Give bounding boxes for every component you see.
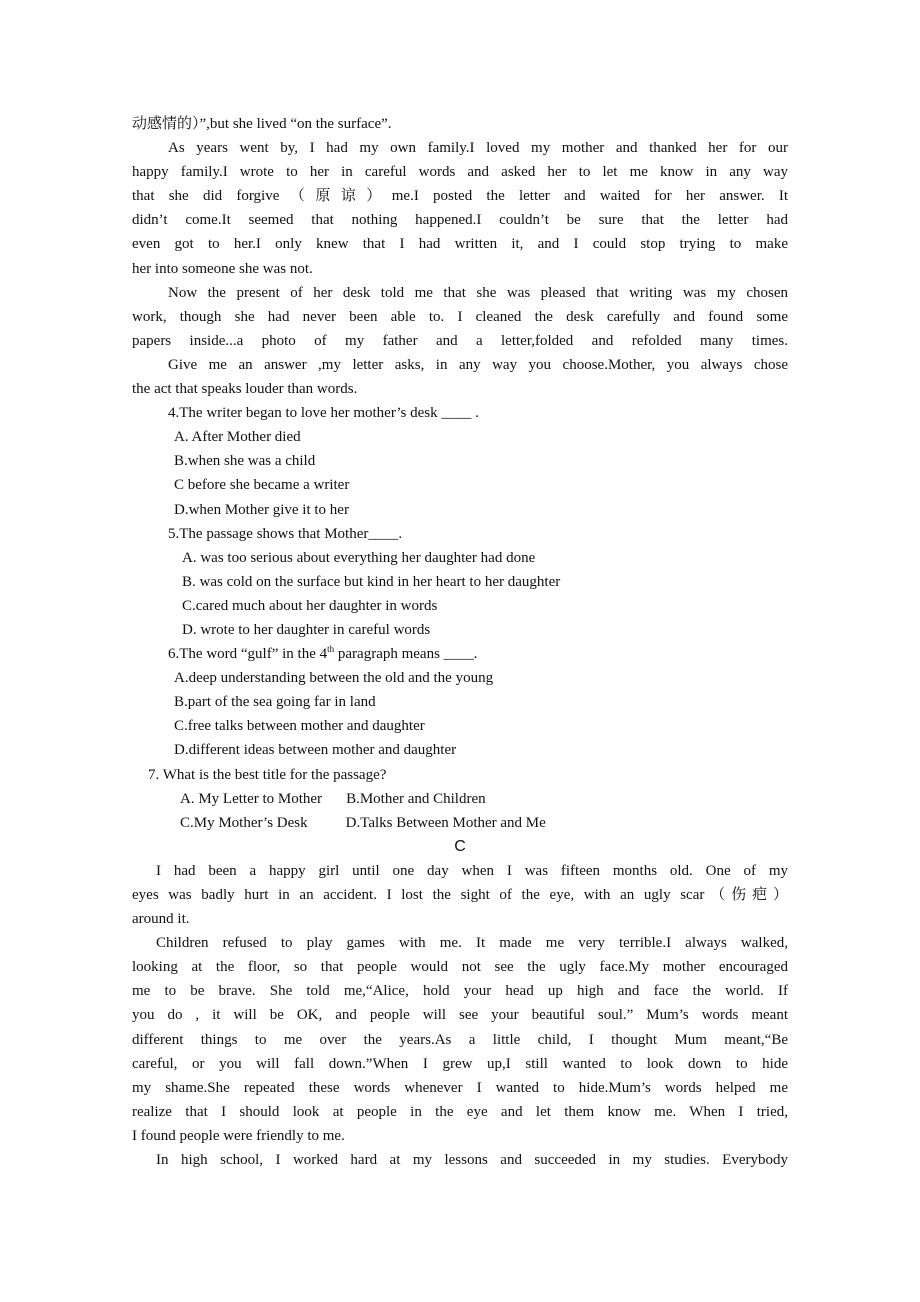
- question-6-option-d: D.different ideas between mother and daughter: [174, 742, 457, 759]
- question-6-option-b: B.part of the sea going far in land: [174, 694, 376, 711]
- paragraph-line: looking at the floor, so that people would not see the ugly face.My mother encouraged: [132, 959, 788, 976]
- question-4-stem: 4.The writer began to love her mother’s desk ____ .: [168, 405, 479, 422]
- document-page: [132, 112, 788, 1172]
- paragraph-line: realize that I should look at people in the eye and let them know me. When I tried,: [132, 1103, 788, 1120]
- question-5-option-c: C.cared much about her daughter in words: [182, 597, 438, 614]
- paragraph-line: didn’t come.It seemed that nothing happened.I couldn’t be sure that the letter had: [132, 212, 788, 229]
- paragraph-line: my shame.She repeated these words whenever I wanted to hide.Mum’s words helped me: [132, 1079, 788, 1096]
- paragraph-line: different things to me over the years.As a little child, I thought Mum meant,“Be: [132, 1031, 788, 1048]
- question-6-stem-text: paragraph means ____.: [334, 646, 478, 663]
- paragraph-line: her into someone she was not.: [132, 260, 313, 277]
- question-7-option-c: C.My Mother’s Desk: [180, 814, 308, 831]
- paragraph-line: In high school, I worked hard at my lessons and succeeded in my studies. Everybody: [156, 1152, 788, 1169]
- paragraph-line: Give me an answer ,my letter asks, in any way you choose.Mother, you always chose: [168, 356, 788, 373]
- question-6-stem: [132, 642, 788, 666]
- paragraph-line: around it.: [132, 911, 190, 928]
- paragraph-line: you do , it will be OK, and people will see your beautiful soul.” Mum’s words meant: [132, 1007, 788, 1024]
- paragraph-line: even got to her.I only knew that I had written it, and I could stop trying to make: [132, 236, 788, 253]
- question-7-option-a: A. My Letter to Mother: [180, 790, 323, 807]
- question-4-option-a: A. After Mother died: [174, 429, 301, 446]
- paragraph-line: I had been a happy girl until one day when I was fifteen months old. One of my: [156, 862, 788, 879]
- paragraph-line: 动感情的）”,but she lived “on the surface”.: [132, 116, 392, 132]
- question-6-option-c: C.free talks between mother and daughter: [174, 718, 425, 735]
- paragraph-line: I found people were friendly to me.: [132, 1127, 345, 1144]
- paragraph-line: me to be brave. She told me,“Alice, hold your head up high and face the world. If: [132, 983, 788, 1000]
- paragraph-line: Children refused to play games with me. It made me very terrible.I always walked,: [156, 935, 788, 952]
- question-6-stem-text: 6.The word “gulf” in the 4: [168, 646, 328, 663]
- paragraph-line: that she did forgive（原谅）me.I posted the letter and waited for her answer. It: [132, 188, 788, 205]
- question-5-stem: 5.The passage shows that Mother____.: [168, 525, 403, 542]
- paragraph-line: Now the present of her desk told me that she was pleased that writing was my chosen: [168, 284, 788, 301]
- question-5-option-b: B. was cold on the surface but kind in her heart to her daughter: [182, 573, 561, 590]
- question-4-option-d: D.when Mother give it to her: [174, 501, 349, 518]
- question-4-option-b: B.when she was a child: [174, 453, 316, 470]
- paragraph-line: eyes was badly hurt in an accident. I lost the sight of the eye, with an ugly scar（伤疤）: [132, 887, 788, 903]
- paragraph-line: papers inside...a photo of my father and a letter,folded and refolded many times.: [132, 332, 788, 349]
- section-heading: C: [454, 837, 466, 855]
- superscript: th: [327, 644, 335, 655]
- question-7-option-d: D.Talks Between Mother and Me: [345, 814, 546, 831]
- question-7-option-b: B.Mother and Children: [346, 790, 486, 807]
- paragraph-line: work, though she had never been able to. I cleaned the desk carefully and found some: [132, 308, 788, 325]
- paragraph-line: As years went by, I had my own family.I loved my mother and thanked her for our: [168, 140, 788, 157]
- question-4-option-c: C before she became a writer: [174, 477, 350, 494]
- paragraph-line: happy family.I wrote to her in careful words and asked her to let me know in any way: [132, 164, 788, 181]
- question-5-option-a: A. was too serious about everything her daughter had done: [182, 549, 536, 566]
- paragraph-line: the act that speaks louder than words.: [132, 381, 358, 398]
- question-5-option-d: D. wrote to her daughter in careful words: [182, 621, 431, 638]
- question-7-stem: 7. What is the best title for the passage?: [148, 766, 387, 783]
- question-7-options-row: [132, 787, 788, 811]
- question-6-option-a: A.deep understanding between the old and the young: [174, 670, 494, 687]
- paragraph-line: careful, or you will fall down.”When I grew up,I still wanted to look down to hide: [132, 1055, 788, 1072]
- question-7-options-row: [132, 811, 788, 835]
